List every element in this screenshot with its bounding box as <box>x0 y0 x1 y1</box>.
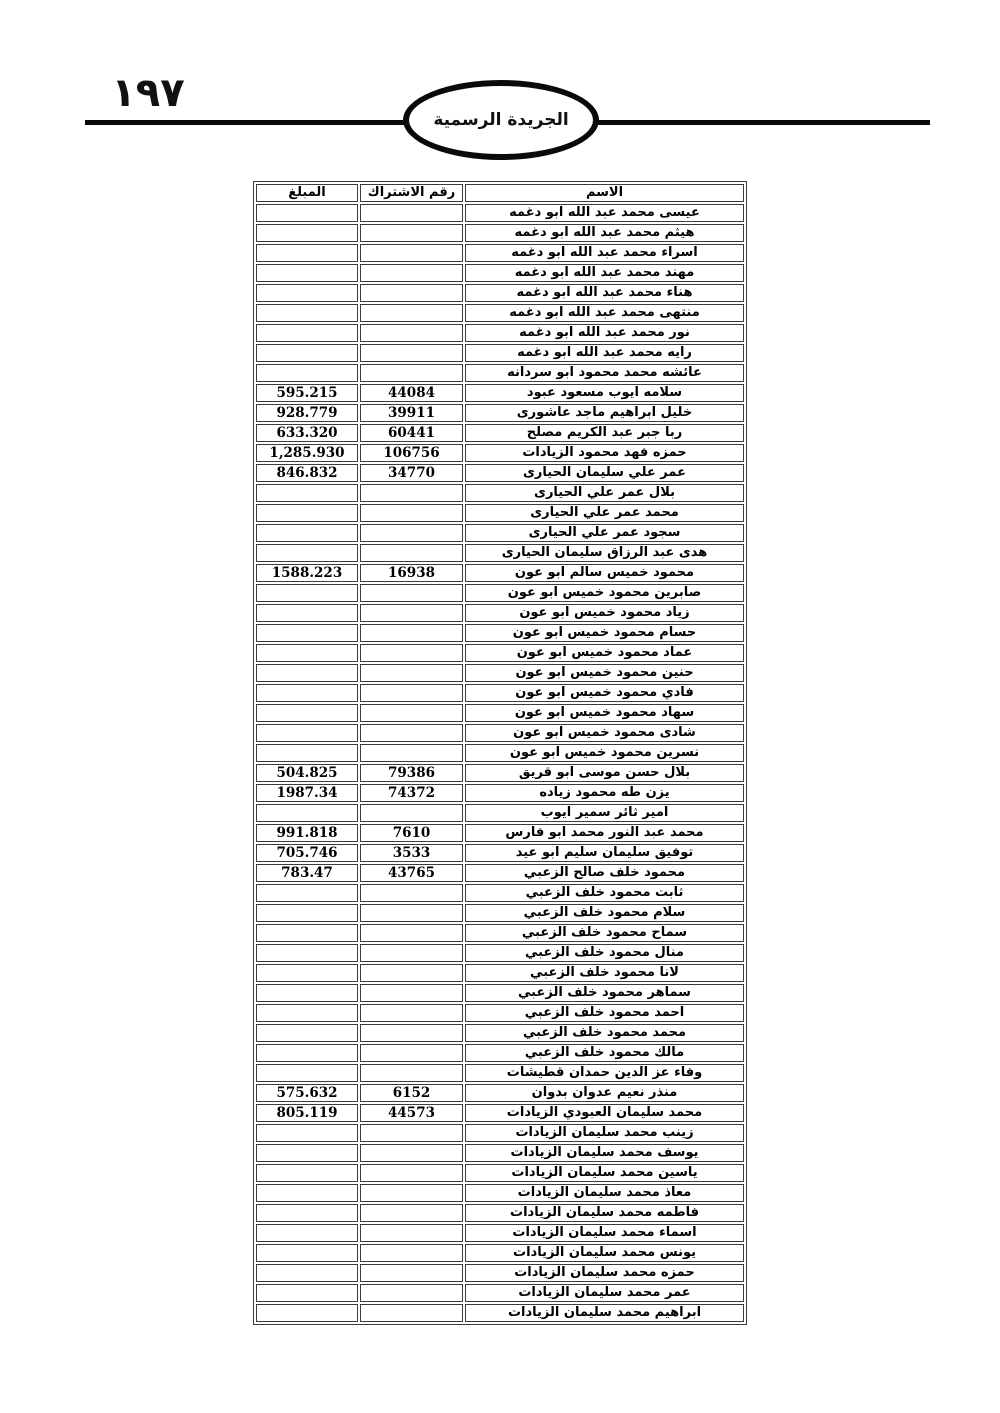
subscription-cell <box>360 344 463 362</box>
name-cell: منتهى محمد عبد الله ابو دغمه <box>465 304 744 322</box>
table-row <box>256 664 744 682</box>
table-row <box>256 1164 744 1182</box>
amount-cell <box>256 1284 358 1302</box>
name-cell: سلام محمود خلف الزعبي <box>465 904 744 922</box>
amount-cell: 783.47 <box>256 864 358 882</box>
table-row <box>256 964 744 982</box>
subscription-cell <box>360 604 463 622</box>
table-row <box>256 864 744 882</box>
table-row <box>256 844 744 862</box>
table-row <box>256 484 744 502</box>
subscription-cell <box>360 364 463 382</box>
table-row <box>256 1064 744 1082</box>
subscription-cell <box>360 944 463 962</box>
table-row <box>256 764 744 782</box>
name-cell: لانا محمود خلف الزعبي <box>465 964 744 982</box>
gazette-banner-ellipse <box>403 80 599 160</box>
table-row <box>256 1264 744 1282</box>
subscription-cell <box>360 504 463 522</box>
subscription-cell <box>360 1064 463 1082</box>
table-row <box>256 464 744 482</box>
subscription-column-header: رقم الاشتراك <box>360 184 463 202</box>
name-cell: محمد سليمان العبودي الزيادات <box>465 1104 744 1122</box>
amount-cell <box>256 724 358 742</box>
table-row <box>256 224 744 242</box>
name-cell: حمزه فهد محمود الزيادات <box>465 444 744 462</box>
subscription-cell: 43765 <box>360 864 463 882</box>
name-cell: هناء محمد عبد الله ابو دغمه <box>465 284 744 302</box>
amount-cell <box>256 1024 358 1042</box>
amount-cell <box>256 684 358 702</box>
table-row <box>256 684 744 702</box>
subscription-cell <box>360 724 463 742</box>
subscription-cell <box>360 964 463 982</box>
name-cell: سجود عمر علي الحيارى <box>465 524 744 542</box>
amount-cell <box>256 504 358 522</box>
subscription-cell: 3533 <box>360 844 463 862</box>
subscription-cell <box>360 264 463 282</box>
name-cell: هيثم محمد عبد الله ابو دغمه <box>465 224 744 242</box>
table-row <box>256 1304 744 1322</box>
table-row <box>256 424 744 442</box>
table-row <box>256 1004 744 1022</box>
table-row <box>256 944 744 962</box>
subscription-cell <box>360 524 463 542</box>
amount-cell <box>256 984 358 1002</box>
subscription-cell <box>360 544 463 562</box>
subscription-cell: 79386 <box>360 764 463 782</box>
amount-cell: 928.779 <box>256 404 358 422</box>
name-cell: حمزه محمد سليمان الزيادات <box>465 1264 744 1282</box>
name-cell: يزن طه محمود زياده <box>465 784 744 802</box>
amount-cell: 595.215 <box>256 384 358 402</box>
amount-cell <box>256 584 358 602</box>
subscription-cell: 6152 <box>360 1084 463 1102</box>
subscription-cell <box>360 1024 463 1042</box>
amount-cell <box>256 1044 358 1062</box>
name-cell: محمود خلف صالح الزعبي <box>465 864 744 882</box>
subscription-cell <box>360 244 463 262</box>
name-cell: عيسى محمد عبد الله ابو دغمه <box>465 204 744 222</box>
name-cell: ثابت محمود خلف الزعبي <box>465 884 744 902</box>
table-row <box>256 904 744 922</box>
amount-cell <box>256 264 358 282</box>
subscription-cell: 60441 <box>360 424 463 442</box>
name-cell: نسرين محمود خميس ابو عون <box>465 744 744 762</box>
table-row <box>256 704 744 722</box>
subscription-cell: 34770 <box>360 464 463 482</box>
amount-cell: 633.320 <box>256 424 358 442</box>
amount-cell <box>256 1204 358 1222</box>
amount-cell <box>256 1304 358 1322</box>
amount-cell <box>256 664 358 682</box>
name-cell: فادي محمود خميس ابو عون <box>465 684 744 702</box>
subscription-cell <box>360 204 463 222</box>
amount-cell <box>256 1244 358 1262</box>
table-row <box>256 384 744 402</box>
table-row <box>256 244 744 262</box>
name-cell: بلال حسن موسى ابو قريق <box>465 764 744 782</box>
amount-cell <box>256 624 358 642</box>
table-row <box>256 1124 744 1142</box>
subscription-cell <box>360 1204 463 1222</box>
name-cell: مهند محمد عبد الله ابو دغمه <box>465 264 744 282</box>
table-row <box>256 604 744 622</box>
name-cell: اسماء محمد سليمان الزيادات <box>465 1224 744 1242</box>
table-row <box>256 324 744 342</box>
amount-cell: 991.818 <box>256 824 358 842</box>
name-cell: عائشه محمد محمود ابو سردانه <box>465 364 744 382</box>
table-row <box>256 1224 744 1242</box>
amount-cell <box>256 1124 358 1142</box>
name-cell: نور محمد عبد الله ابو دغمه <box>465 324 744 342</box>
subscription-cell: 16938 <box>360 564 463 582</box>
subscription-cell <box>360 1124 463 1142</box>
table-row <box>256 644 744 662</box>
subscription-cell <box>360 484 463 502</box>
table-row <box>256 624 744 642</box>
table-row <box>256 364 744 382</box>
amount-cell <box>256 1064 358 1082</box>
name-cell: ربا جبر عبد الكريم مصلح <box>465 424 744 442</box>
amount-cell <box>256 604 358 622</box>
table-row <box>256 1284 744 1302</box>
name-cell: هدى عبد الرزاق سليمان الحيارى <box>465 544 744 562</box>
table-row <box>256 1044 744 1062</box>
subscription-cell <box>360 284 463 302</box>
subscription-cell <box>360 1184 463 1202</box>
table-row <box>256 404 744 422</box>
amount-column-header: المبلغ <box>256 184 358 202</box>
subscription-cell <box>360 1044 463 1062</box>
name-cell: منذر نعيم عدوان بدوان <box>465 1084 744 1102</box>
amount-cell <box>256 1184 358 1202</box>
name-cell: رايه محمد عبد الله ابو دغمه <box>465 344 744 362</box>
subscription-cell: 39911 <box>360 404 463 422</box>
table-header-row <box>256 184 744 202</box>
name-cell: خليل ابراهيم ماجد عاشورى <box>465 404 744 422</box>
name-cell: زياد محمود خميس ابو عون <box>465 604 744 622</box>
subscription-cell <box>360 1264 463 1282</box>
amount-cell: 805.119 <box>256 1104 358 1122</box>
amount-cell <box>256 1144 358 1162</box>
page-number: ١٩٧ <box>111 70 185 116</box>
amount-cell: 1987.34 <box>256 784 358 802</box>
amount-cell <box>256 944 358 962</box>
table-row <box>256 1204 744 1222</box>
name-cell: عمر علي سليمان الحيارى <box>465 464 744 482</box>
name-cell: حسام محمود خميس ابو عون <box>465 624 744 642</box>
amount-cell <box>256 744 358 762</box>
name-cell: وفاء عز الدين حمدان قطيشات <box>465 1064 744 1082</box>
amount-cell: 1588.223 <box>256 564 358 582</box>
amount-cell <box>256 304 358 322</box>
amount-cell <box>256 884 358 902</box>
name-cell: محمد عمر علي الحيارى <box>465 504 744 522</box>
subscription-cell <box>360 624 463 642</box>
subscription-cell <box>360 1144 463 1162</box>
table-row <box>256 524 744 542</box>
subscription-cell <box>360 984 463 1002</box>
table-row <box>256 1244 744 1262</box>
subscription-cell: 74372 <box>360 784 463 802</box>
subscription-cell <box>360 664 463 682</box>
records-table-body <box>256 204 744 1322</box>
amount-cell <box>256 364 358 382</box>
table-row <box>256 824 744 842</box>
amount-cell <box>256 704 358 722</box>
table-row <box>256 544 744 562</box>
subscription-cell <box>360 804 463 822</box>
table-row <box>256 264 744 282</box>
amount-cell <box>256 1004 358 1022</box>
name-cell: معاذ محمد سليمان الزيادات <box>465 1184 744 1202</box>
amount-cell <box>256 224 358 242</box>
table-row <box>256 564 744 582</box>
amount-cell <box>256 544 358 562</box>
amount-cell: 846.832 <box>256 464 358 482</box>
amount-cell: 504.825 <box>256 764 358 782</box>
amount-cell <box>256 1264 358 1282</box>
table-row <box>256 304 744 322</box>
subscription-cell <box>360 704 463 722</box>
amount-cell: 705.746 <box>256 844 358 862</box>
subscription-cell <box>360 1164 463 1182</box>
amount-cell <box>256 524 358 542</box>
name-cell: محمود خميس سالم ابو عون <box>465 564 744 582</box>
name-cell: اسراء محمد عبد الله ابو دغمه <box>465 244 744 262</box>
subscription-cell <box>360 1004 463 1022</box>
table-row <box>256 344 744 362</box>
name-cell: عماد محمود خميس ابو عون <box>465 644 744 662</box>
table-row <box>256 744 744 762</box>
table-row <box>256 204 744 222</box>
subscription-cell: 7610 <box>360 824 463 842</box>
table-row <box>256 1184 744 1202</box>
gazette-banner-title: الجريدة الرسمية <box>433 110 569 130</box>
name-cell: بلال عمر علي الحيارى <box>465 484 744 502</box>
name-cell: صابرين محمود خميس ابو عون <box>465 584 744 602</box>
name-cell: فاطمه محمد سليمان الزيادات <box>465 1204 744 1222</box>
name-column-header: الاسم <box>465 184 744 202</box>
name-cell: امير ثائر سمير ايوب <box>465 804 744 822</box>
amount-cell <box>256 204 358 222</box>
amount-cell: 1,285.930 <box>256 444 358 462</box>
table-row <box>256 1084 744 1102</box>
table-row <box>256 284 744 302</box>
amount-cell: 575.632 <box>256 1084 358 1102</box>
subscription-cell: 44084 <box>360 384 463 402</box>
subscription-cell <box>360 1224 463 1242</box>
subscription-cell <box>360 324 463 342</box>
amount-cell <box>256 964 358 982</box>
name-cell: حنين محمود خميس ابو عون <box>465 664 744 682</box>
table-row <box>256 724 744 742</box>
subscription-cell <box>360 224 463 242</box>
name-cell: زينب محمد سليمان الزيادات <box>465 1124 744 1142</box>
table-row <box>256 584 744 602</box>
name-cell: مالك محمود خلف الزعبي <box>465 1044 744 1062</box>
subscription-cell <box>360 924 463 942</box>
name-cell: يونس محمد سليمان الزيادات <box>465 1244 744 1262</box>
subscription-cell <box>360 744 463 762</box>
name-cell: سلامه ايوب مسعود عبود <box>465 384 744 402</box>
amount-cell <box>256 344 358 362</box>
subscription-cell: 106756 <box>360 444 463 462</box>
amount-cell <box>256 1164 358 1182</box>
subscription-cell <box>360 644 463 662</box>
name-cell: شادى محمود خميس ابو عون <box>465 724 744 742</box>
amount-cell <box>256 244 358 262</box>
subscription-cell <box>360 1284 463 1302</box>
name-cell: ابراهيم محمد سليمان الزيادات <box>465 1304 744 1322</box>
subscription-cell <box>360 304 463 322</box>
table-row <box>256 504 744 522</box>
amount-cell <box>256 924 358 942</box>
subscription-cell <box>360 584 463 602</box>
records-table <box>253 181 747 1325</box>
subscription-cell <box>360 1244 463 1262</box>
table-row <box>256 444 744 462</box>
subscription-cell: 44573 <box>360 1104 463 1122</box>
subscription-cell <box>360 684 463 702</box>
amount-cell <box>256 644 358 662</box>
table-row <box>256 784 744 802</box>
subscription-cell <box>360 904 463 922</box>
table-row <box>256 924 744 942</box>
name-cell: محمد عبد النور محمد ابو فارس <box>465 824 744 842</box>
name-cell: سماح محمود خلف الزعبي <box>465 924 744 942</box>
name-cell: عمر محمد سليمان الزيادات <box>465 1284 744 1302</box>
table-row <box>256 884 744 902</box>
amount-cell <box>256 484 358 502</box>
name-cell: توفيق سليمان سليم ابو عيد <box>465 844 744 862</box>
amount-cell <box>256 904 358 922</box>
amount-cell <box>256 284 358 302</box>
table-row <box>256 1104 744 1122</box>
table-row <box>256 1144 744 1162</box>
subscription-cell <box>360 1304 463 1322</box>
amount-cell <box>256 1224 358 1242</box>
name-cell: منال محمود خلف الزعبي <box>465 944 744 962</box>
amount-cell <box>256 804 358 822</box>
amount-cell <box>256 324 358 342</box>
name-cell: سهاد محمود خميس ابو عون <box>465 704 744 722</box>
subscription-cell <box>360 884 463 902</box>
name-cell: يوسف محمد سليمان الزيادات <box>465 1144 744 1162</box>
table-row <box>256 984 744 1002</box>
table-row <box>256 804 744 822</box>
name-cell: محمد محمود خلف الزعبي <box>465 1024 744 1042</box>
name-cell: احمد محمود خلف الزعبي <box>465 1004 744 1022</box>
table-row <box>256 1024 744 1042</box>
name-cell: سماهر محمود خلف الزعبي <box>465 984 744 1002</box>
name-cell: ياسين محمد سليمان الزيادات <box>465 1164 744 1182</box>
